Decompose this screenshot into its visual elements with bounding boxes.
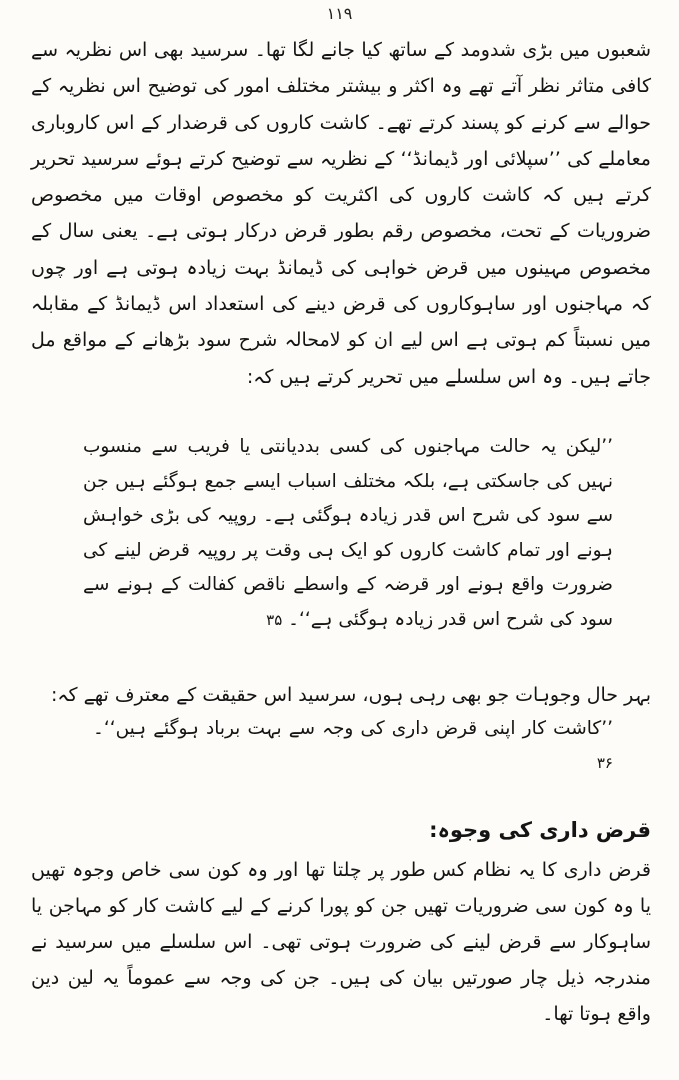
page-number: ١١٩ xyxy=(326,4,353,23)
footnote-marker: ۳۶ xyxy=(596,754,613,772)
paragraph-sir-syed-supply-demand: شعبوں میں بڑی شدومد کے ساتھ کیا جانے لگا تھا۔ سرسید بھی اس نظریہ سے کافی متاثر نظر آتے تھے وہ اکثر و بیشتر مختلف امور کی توضیح اس نظریہ کے حوالے سے کرنے کو پسند کرتے تھے۔ کاشت کاروں کی قرضدار کے اس کاروباری معاملے کی ’’سپلائی اور ڈیمانڈ‘‘ کے نظریہ سے توضیح کرتے ہوئے سرسید تحریر کرتے ہیں کہ کاشت کاروں کی اکثریت کو مخصوص اوقات میں مخصوص ضروریات کے تحت، مخصوص رقم بطور قرض درکار ہوتی ہے۔ یعنی سال کے مخصوص مہینوں میں قرض خواہی کی ڈیمانڈ بہت زیادہ ہوتی ہے اور چوں کہ مہاجنوں اور ساہوکاروں کی قرض دینے کی استعداد اس ڈیمانڈ کے مقابلہ میں نسبتاً کم ہوتی ہے اس لیے ان کو لامحالہ شرح سود بڑھانے کے مواقع مل جاتے ہیں۔ وہ اس سلسلے میں تحریر کرتے ہیں کہ: xyxy=(31,39,651,388)
block-quote-moneylenders xyxy=(83,430,613,637)
block-quote-farmers-ruined xyxy=(93,712,613,780)
paragraph-sir-syed-acknowledged: بہر حال وجوہات جو بھی رہی ہوں، سرسید اس حقیقت کے معترف تھے کہ: xyxy=(51,684,651,706)
section-heading-debt-reasons: قرض داری کی وجوہ: xyxy=(429,818,651,842)
paragraph-debt-system: قرض داری کا یہ نظام کس طور پر چلتا تھا اور وہ کون سی خاص وجوہ تھیں یا وہ کون سی ضروریات تھیں جن کو پورا کرنے کے لیے کاشت کار کو مہاجن یا ساہوکار سے قرض لینے کی ضرورت ہوتی تھی۔ اس سلسلے میں سرسید نے مندرجہ ذیل چار صورتیں بیان کی ہیں۔ جن کی وجہ سے عموماً یہ لین دین واقع ہوتا تھا۔ xyxy=(31,859,651,1025)
footnote-marker: ۳۵ xyxy=(266,610,283,629)
quote-text: ’’کاشت کار اپنی قرض داری کی وجہ سے بہت برباد ہوگئے ہیں‘‘۔ xyxy=(93,718,613,739)
quote-text: ’’لیکن یہ حالت مہاجنوں کی کسی بددیانتی یا فریب سے منسوب نہیں کی جاسکتی ہے، بلکہ مختلف اسباب ایسے جمع ہوگئے ہیں جن سے سود کی شرح اس قدر زیادہ ہوگئی ہے۔ روپیہ کی بڑی خواہش ہونے اور تمام کاشت کاروں کو ایک ہی وقت پر روپیہ قرض لینے کی ضرورت واقع ہونے اور قرضہ کے واسطے ناقص کفالت کے ہونے سے سود کی شرح اس قدر زیادہ ہوگئی ہے‘‘۔ xyxy=(83,436,613,630)
